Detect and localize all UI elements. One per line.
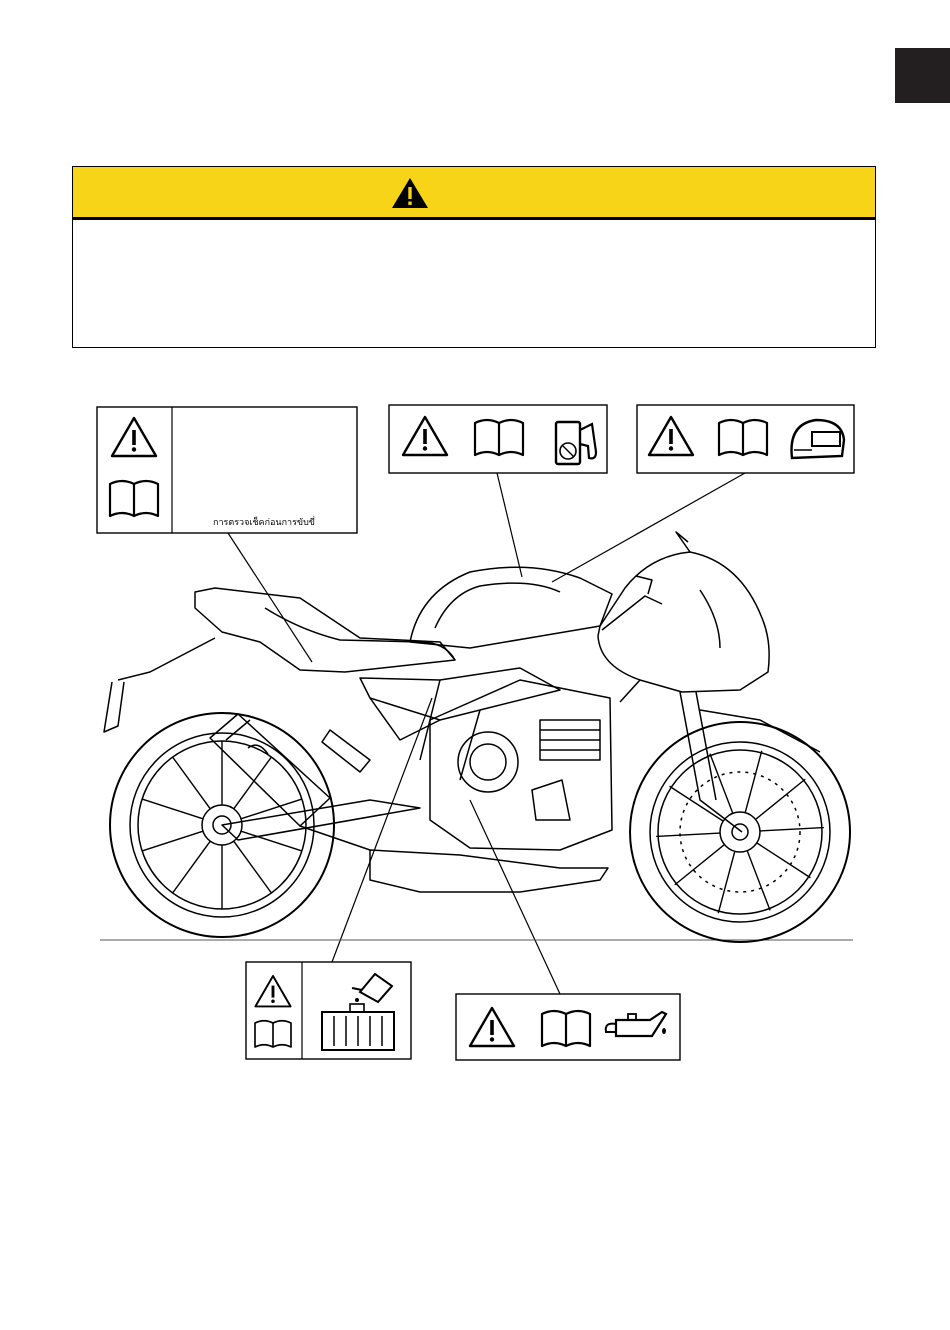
coolant-label [246, 962, 411, 1059]
warning-triangle-icon [391, 177, 429, 209]
oil-label [456, 994, 680, 1060]
seat-label [97, 407, 357, 533]
warning-body [73, 220, 875, 347]
warning-box [72, 166, 876, 348]
motorcycle-label-diagram [0, 380, 950, 1080]
engine [430, 680, 612, 850]
helmet-label [637, 405, 854, 473]
fuel-label [389, 405, 607, 473]
front-fairing [598, 552, 769, 692]
motorcycle-illustration [104, 532, 850, 942]
seat-label-caption: การตรวจเช็คก่อนการขับขี่ [213, 518, 315, 528]
warning-header [73, 167, 875, 220]
front-fork [680, 692, 742, 832]
frame [360, 668, 560, 720]
front-wheel [630, 722, 850, 942]
chapter-tab-marker [895, 48, 950, 103]
belly-pan [370, 850, 608, 892]
tail-section [195, 588, 455, 672]
fuel-tank [410, 567, 612, 648]
